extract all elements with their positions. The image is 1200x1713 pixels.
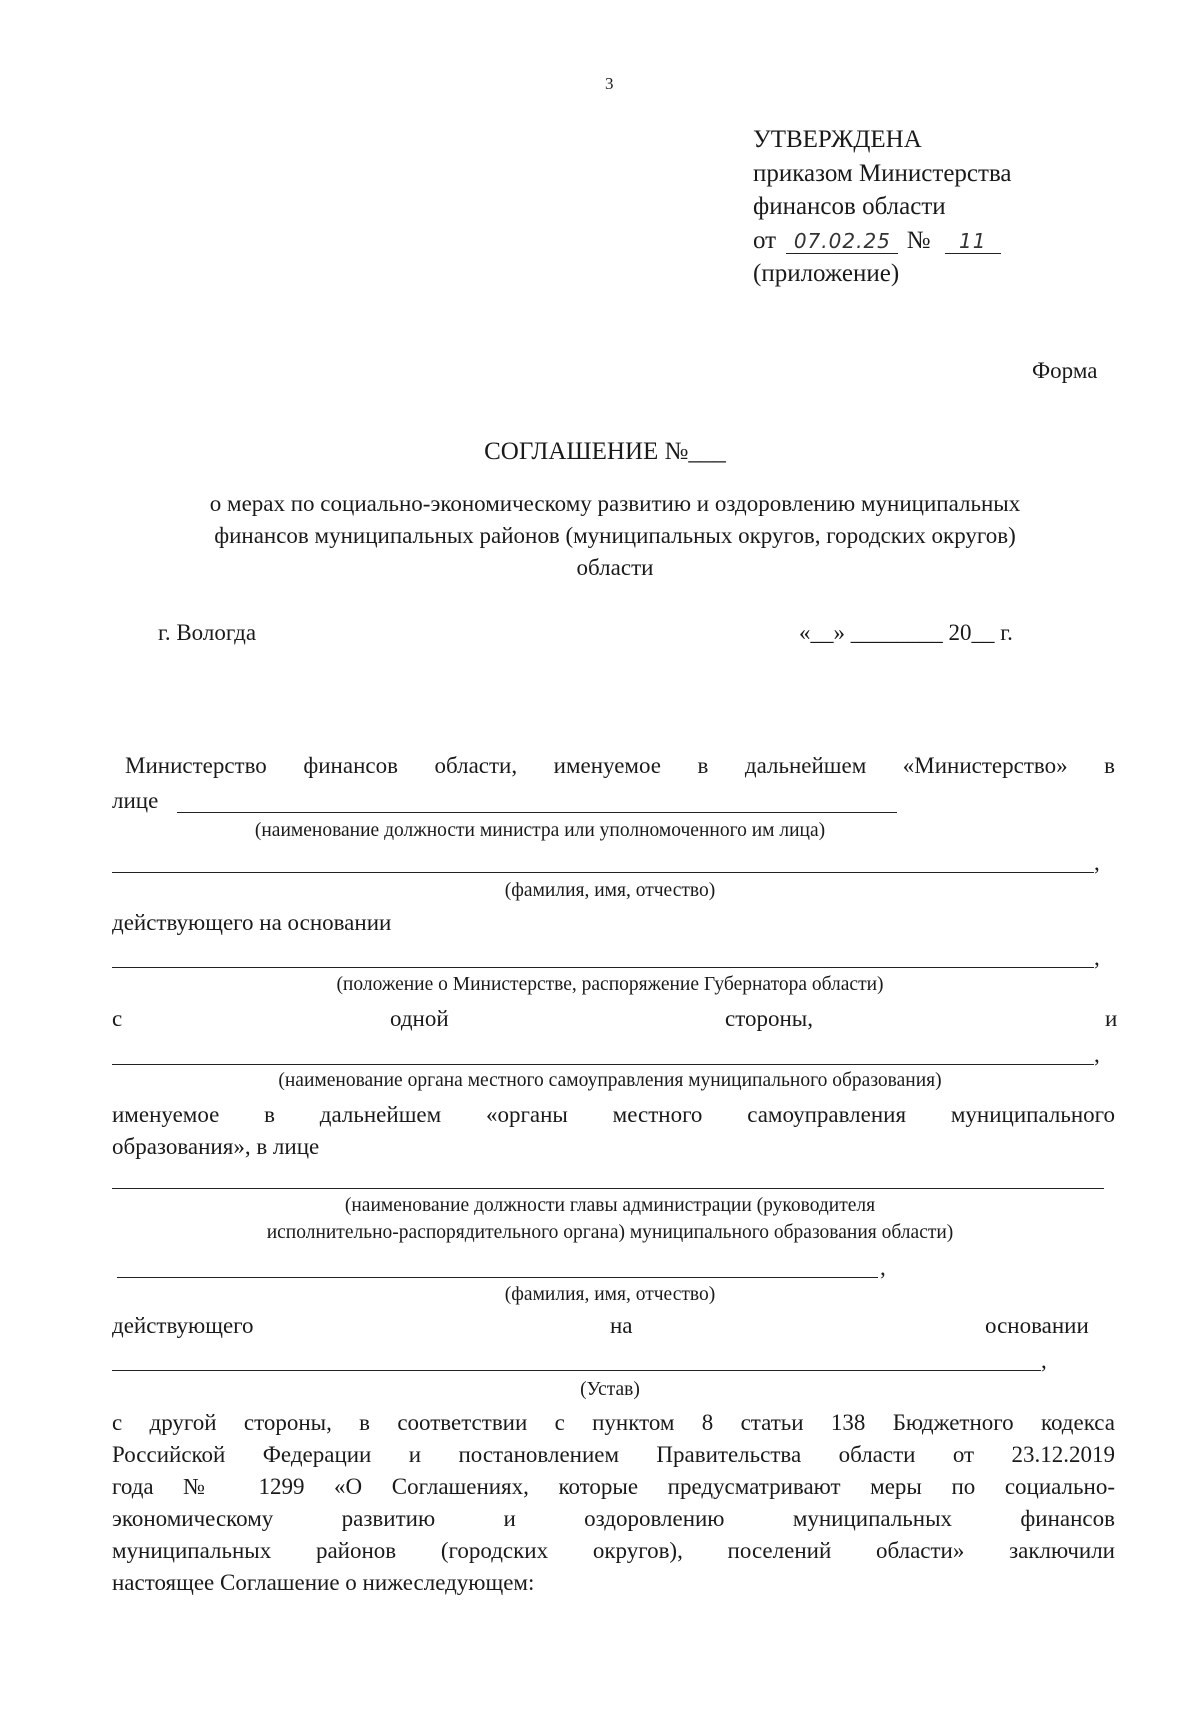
- final-paragraph-line-5: муниципальных районов (городских округов), поселений области» заключили: [112, 1538, 1115, 1563]
- named-line-2: образования», в лице: [112, 1134, 320, 1159]
- final-paragraph-line-6: настоящее Соглашение о нижеследующем:: [112, 1570, 535, 1595]
- fio-line-2-comma: ,: [880, 1255, 886, 1280]
- minister-position-line: [177, 812, 897, 813]
- caption-head-line-2: исполнительно-распорядительного органа) муниципального образования области): [266, 1222, 954, 1243]
- intro-line-2: лице: [112, 788, 159, 813]
- final-paragraph-line-4: экономическому развитию и оздоровлению муниципальных финансов: [112, 1506, 1115, 1531]
- named-line-1: именуемое в дальнейшем «органы местного самоуправления муниципального: [112, 1102, 1115, 1127]
- approval-date-line: [753, 225, 1001, 257]
- caption-charter: (Устав): [580, 1379, 640, 1400]
- acting-basis-2-word-3: основании: [985, 1313, 1089, 1338]
- date-blank: «__» ________ 20__ г.: [799, 620, 1013, 645]
- caption-fio-2: (фамилия, имя, отчество): [504, 1284, 716, 1305]
- caption-head-line-1: (наименование должности главы администрации (руководителя: [344, 1195, 876, 1216]
- agreement-title: СОГЛАШЕНИЕ №___: [484, 438, 726, 465]
- one-side-word-4: и: [1105, 1006, 1118, 1031]
- one-side-word-3: стороны,: [725, 1006, 813, 1031]
- one-side-word-1: с: [112, 1006, 123, 1031]
- handwritten-date: 07.02.25: [786, 229, 898, 254]
- one-side-word-2: одной: [390, 1006, 449, 1031]
- handwritten-number: 11: [945, 229, 1001, 254]
- agreement-subtitle-line-1: о мерах по социально-экономическому развитию и оздоровлению муниципальных: [209, 491, 1021, 516]
- agreement-subtitle-line-2: финансов муниципальных районов (муниципальных округов, городских округов): [214, 523, 1016, 548]
- caption-basis-1: (положение о Министерстве, распоряжение Губернатора области): [336, 974, 884, 995]
- acting-basis-2-word-1: действующего: [112, 1313, 254, 1338]
- number-prefix: №: [906, 227, 931, 254]
- approval-appendix-line: (приложение): [753, 260, 900, 287]
- local-gov-line: [112, 1064, 1094, 1065]
- approval-order-line: приказом Министерства: [753, 160, 1012, 187]
- final-paragraph-line-2: Российской Федерации и постановлением Правительства области от 23.12.2019: [112, 1442, 1115, 1467]
- fio-line-2: [117, 1277, 878, 1278]
- form-label: Форма: [1032, 358, 1098, 383]
- final-paragraph-line-3: года № 1299 «О Соглашениях, которые предусматривают меры по социально-: [112, 1474, 1115, 1499]
- caption-minister-position: (наименование должности министра или уполномоченного им лица): [254, 820, 826, 841]
- acting-basis-1: действующего на основании: [112, 910, 392, 935]
- basis-line-1: [112, 967, 1094, 968]
- place-of-signing: г. Вологда: [158, 620, 257, 645]
- approval-heading: УТВЕРЖДЕНА: [753, 126, 922, 153]
- final-paragraph-line-1: с другой стороны, в соответствии с пунктом 8 статьи 138 Бюджетного кодекса: [112, 1410, 1115, 1435]
- charter-line: [112, 1370, 1041, 1371]
- charter-line-comma: ,: [1041, 1348, 1047, 1373]
- local-gov-line-comma: ,: [1094, 1042, 1100, 1067]
- page-number: 3: [605, 74, 614, 93]
- basis-line-1-comma: ,: [1094, 945, 1100, 970]
- intro-line-1: Министерство финансов области, именуемое в дальнейшем «Министерство» в: [125, 753, 1115, 778]
- acting-basis-2-word-2: на: [610, 1313, 633, 1338]
- approval-ministry-line: финансов области: [753, 193, 946, 220]
- caption-local-gov: (наименование органа местного самоуправления муниципального образования): [278, 1070, 942, 1091]
- caption-fio-1: (фамилия, имя, отчество): [504, 880, 716, 901]
- date-prefix: от: [753, 227, 777, 254]
- fio-line-1: [112, 872, 1094, 873]
- fio-line-1-comma: ,: [1094, 850, 1100, 875]
- agreement-subtitle-line-3: области: [576, 555, 654, 580]
- head-position-line: [112, 1188, 1104, 1189]
